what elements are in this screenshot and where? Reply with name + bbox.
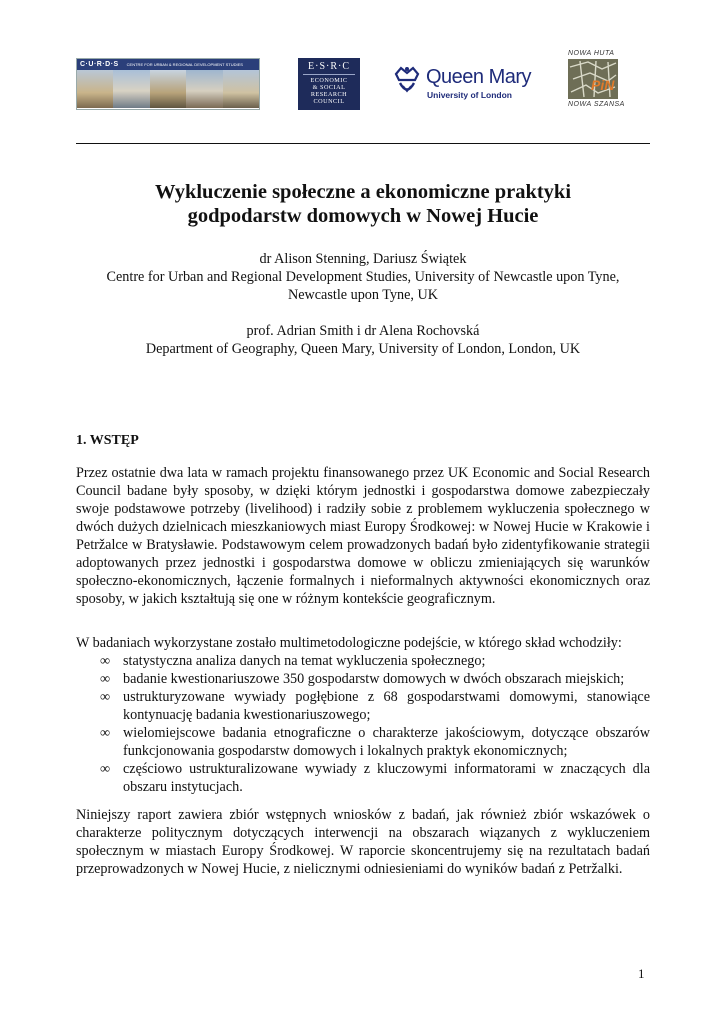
nowa-huta-logo-top-text: NOWA HUTA: [568, 50, 615, 57]
author-names: dr Alison Stenning, Dariusz Świątek: [259, 251, 467, 267]
nowa-huta-logo-bottom-text: NOWA SZANSA: [568, 101, 625, 108]
queen-mary-logo-name: Queen Mary: [426, 66, 532, 88]
page-number: 1: [638, 966, 645, 981]
section-heading: 1. WSTĘP: [76, 433, 139, 448]
author-affiliation: Department of Geography, Queen Mary, University of London, London, UK: [145, 341, 581, 357]
curds-logo-subtitle: CENTRE FOR URBAN & REGIONAL DEVELOPMENT STUDIES: [126, 62, 243, 67]
author-affiliation: Centre for Urban and Regional Development Studies, University of Newcastle upon Tyne,: [106, 269, 620, 285]
methods-list: [76, 652, 650, 796]
list-item: ∞ badanie kwestionariuszowe 350 gospodarstw domowych w dwóch obszarach miejskich;: [100, 671, 625, 687]
esrc-logo-line: ECONOMIC: [310, 77, 348, 84]
list-item: ∞ statystyczna analiza danych na temat wykluczenia społecznego;: [100, 653, 486, 669]
author-block: [76, 250, 650, 358]
list-item: ∞ częściowo ustrukturalizowane wywiady z kluczowymi informatorami w znaczących dla obszaru instytucjach.: [100, 761, 650, 795]
header-divider: [76, 143, 650, 144]
svg-text:PiN: PiN: [591, 77, 615, 93]
curds-logo: [76, 58, 260, 110]
queen-mary-logo-subtitle: University of London: [427, 90, 512, 100]
bullet-infinity-icon: ∞: [100, 689, 111, 705]
logo-row: [76, 50, 650, 114]
nowa-huta-logo: [566, 50, 625, 114]
esrc-logo-letters: E·S·R·C: [303, 58, 355, 75]
esrc-logo-line: COUNCIL: [313, 98, 345, 105]
document-title: [76, 180, 650, 228]
list-item: ∞ ustrukturyzowane wywiady pogłębione z 68 gospodarstwami domowymi, stanowiące kontynuację badania kwestionariuszowego;: [100, 689, 650, 723]
bullet-infinity-icon: ∞: [100, 671, 111, 687]
bullet-infinity-icon: ∞: [100, 725, 111, 741]
bullet-infinity-icon: ∞: [100, 653, 111, 669]
author-names: prof. Adrian Smith i dr Alena Rochovská: [246, 323, 480, 339]
title-line: godpodarstw domowych w Nowej Hucie: [187, 205, 539, 227]
title-line: Wykluczenie społeczne a ekonomiczne praktyki: [154, 181, 572, 203]
body-paragraph: Przez ostatnie dwa lata w ramach projektu finansowanego przez UK Economic and Social Research Council badane były sposoby, w dzięki którym jednostki i gospodarstwa domowe zabezpieczały swoje podstawowe potrzeby (livelihood) i radziły sobie z problemem wykluczenia społecznego w dwóch dużych dzielnicach mieszkaniowych miast Europy Środkowej: w Nowej Hucie w Krakowie i Petržalce w Bratysławie. Podstawowym celem prowadzonych badań było zidentyfikowanie strategii adoptowanych przez jednostki i gospodarstwa domowe w obliczu zmieniających się warunków społeczno-ekonomicznych, łączenie formalnych i nieformalnych aktywności ekonomicznych oraz sposoby, w jakich kształtują się one w różnym kontekście geograficznym.: [76, 465, 650, 607]
curds-logo-text: C·U·R·D·S: [80, 61, 119, 68]
queen-mary-logo: [392, 64, 552, 104]
crown-crest-icon: [392, 64, 422, 98]
nowa-huta-map-icon: [568, 59, 618, 99]
esrc-logo-line: & SOCIAL: [312, 84, 346, 91]
curds-photo-strip: [77, 70, 259, 108]
bullet-infinity-icon: ∞: [100, 761, 111, 777]
list-item: ∞ wielomiejscowe badania etnograficzne o charakterze jakościowym, dotyczące obszarów funkcjonowania gospodarstw domowych i lokalnych praktyk ekonomicznych;: [100, 725, 650, 759]
author-affiliation: Newcastle upon Tyne, UK: [287, 287, 439, 303]
body-paragraph: W badaniach wykorzystane zostało multimetodologiczne podejście, w którego skład wchodziły:: [76, 635, 622, 651]
body-paragraph: Niniejszy raport zawiera zbiór wstępnych wniosków z badań, jak również zbiór wskazówek o charakterze politycznym dotyczących interwencji na obszarach wiązanych z wykluczeniem społecznym w miastach Europy Środkowej. W raporcie skoncentrujemy się na rezultatach badań przeprowadzonych w Nowej Hucie, z nielicznymi odniesieniami do wyników badań z Petržalki.: [76, 807, 650, 877]
esrc-logo-line: RESEARCH: [310, 91, 348, 98]
esrc-logo: [298, 58, 360, 110]
